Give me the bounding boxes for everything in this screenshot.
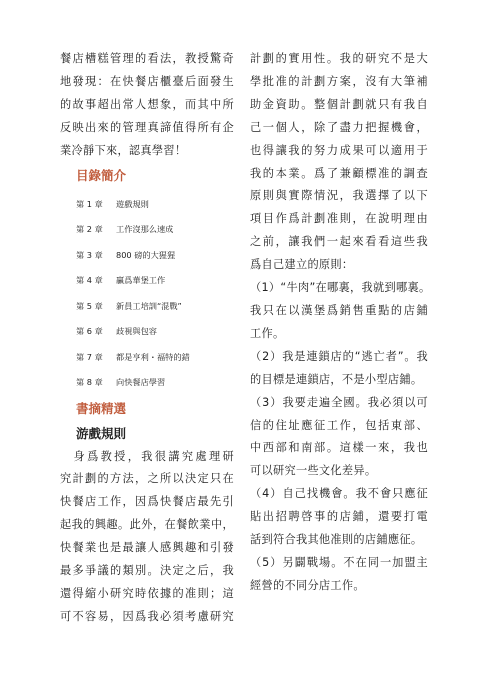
chapter-number: 第 2 章 xyxy=(76,224,103,235)
text-line: 工作。 xyxy=(250,326,285,340)
rule-4 xyxy=(250,483,428,552)
toc-item xyxy=(76,294,234,320)
text-line: 快餐店工作，因爲快餐店最先引 xyxy=(60,495,234,509)
text-line: 還得縮小研究時依據的准則；這 xyxy=(60,586,234,600)
text-line: 可不容易，因爲我必須考慮研究 xyxy=(60,609,234,623)
rule-3 xyxy=(250,392,428,484)
text-line: （3）我要走遍全國。我必須以可 xyxy=(250,395,428,409)
text-line: （2）我是連鎖店的“逃亡者”。我 xyxy=(250,349,428,363)
excerpt-heading: 書摘精選 xyxy=(76,400,127,416)
toc-item xyxy=(76,192,234,218)
toc-item xyxy=(76,319,234,345)
text-line: 起我的興趣。此外，在餐飲業中， xyxy=(60,518,234,532)
left-column xyxy=(60,48,234,629)
chapter-number: 第 8 章 xyxy=(76,377,103,388)
chapter-title: 歧視與包容 xyxy=(116,326,157,337)
rule-2 xyxy=(250,346,428,392)
text-line: 之前，讓我們一起來看看這些我 xyxy=(250,235,428,249)
text-line: 話到符合我其他准則的店鋪應征。 xyxy=(250,533,423,547)
toc-item xyxy=(76,243,234,269)
text-line: 反映出來的管理真諦值得所有企 xyxy=(60,120,234,134)
excerpt-paragraph xyxy=(60,446,234,629)
text-line: 可以研究一些文化差异。 xyxy=(250,464,377,478)
chapter-title: 向快餐店學習 xyxy=(116,377,166,388)
text-line: 地發現：在快餐店櫃臺后面發生 xyxy=(60,74,234,88)
text-line: 中西部和南部。這樣一來，我也 xyxy=(250,441,428,455)
text-line: 快餐業也是最讓人感興趣和引發 xyxy=(60,541,234,555)
toc-item xyxy=(76,345,234,371)
text-line: （4）自己找機會。我不會只應征 xyxy=(250,487,428,501)
text-line: 究計劃的方法，之所以決定只在 xyxy=(60,472,234,486)
text-line: 信的住址應征工作，包括東部、 xyxy=(250,418,428,432)
body-paragraph xyxy=(250,48,428,277)
chapter-number: 第 7 章 xyxy=(76,351,103,362)
text-line: 我的本業。爲了兼顧標准的調查 xyxy=(250,166,428,180)
intro-paragraph xyxy=(60,48,234,163)
text-line: 爲自己建立的原則： xyxy=(250,258,354,272)
text-line: 學批准的計劃方案，沒有大筆補 xyxy=(250,74,428,88)
text-line: （1）“牛肉”在哪裏，我就到哪裏。 xyxy=(250,281,431,295)
text-line: 身爲教授，我很講究處理研 xyxy=(60,449,234,463)
chapter-number: 第 3 章 xyxy=(76,249,103,260)
text-line: 項目作爲計劃准則，在說明理由 xyxy=(250,212,428,226)
chapter-title: 新員工培訓“混戰” xyxy=(116,300,182,311)
toc-list xyxy=(60,192,234,396)
text-line: 經營的不同分店工作。 xyxy=(250,578,365,592)
chapter-title: 遊戲規則 xyxy=(116,198,149,209)
chapter-title: 工作沒那么速成 xyxy=(116,224,174,235)
chapter-number: 第 6 章 xyxy=(76,326,103,337)
text-line: 貼出招聘啓事的店鋪，還要打電 xyxy=(250,510,428,524)
chapter-number: 第 4 章 xyxy=(76,275,103,286)
chapter-title: 800 磅的大猩猩 xyxy=(116,249,176,260)
right-column xyxy=(250,48,431,598)
chapter-number: 第 5 章 xyxy=(76,300,103,311)
excerpt-subheading: 游戲規則 xyxy=(76,425,127,441)
text-line: 餐店槽糕管理的看法，教授驚奇 xyxy=(60,52,234,65)
text-line: 己一個人，除了盡力把握機會， xyxy=(250,120,428,134)
toc-item xyxy=(76,268,234,294)
text-line: 的目標是連鎖店，不是小型店鋪。 xyxy=(250,372,423,386)
text-line: 業冷靜下來，認真學習！ xyxy=(60,143,187,157)
rule-1 xyxy=(250,277,431,346)
text-line: 計劃的實用性。我的研究不是大 xyxy=(250,52,428,65)
text-line: 我只在以漢堡爲銷售重點的店鋪 xyxy=(250,303,428,317)
text-line: 原則與實際情況，我選擇了以下 xyxy=(250,189,428,203)
toc-item xyxy=(76,217,234,243)
text-line: 最多爭議的類別。決定之后，我 xyxy=(60,564,234,578)
text-line: 也得讓我的努力成果可以適用于 xyxy=(250,143,428,157)
rule-5 xyxy=(250,552,428,598)
chapter-number: 第 1 章 xyxy=(76,198,103,209)
chapter-title: 都是亨利・福特的錯 xyxy=(116,351,190,362)
chapter-title: 贏爲華堡工作 xyxy=(116,275,166,286)
text-line: 助金資助。整個計劃就只有我自 xyxy=(250,97,428,111)
toc-heading: 目錄簡介 xyxy=(76,167,127,183)
toc-item xyxy=(76,370,234,396)
text-line: 的故事超出常人想象，而其中所 xyxy=(60,97,234,111)
text-line: （5）另闢戰場。不在同一加盟主 xyxy=(250,555,428,569)
